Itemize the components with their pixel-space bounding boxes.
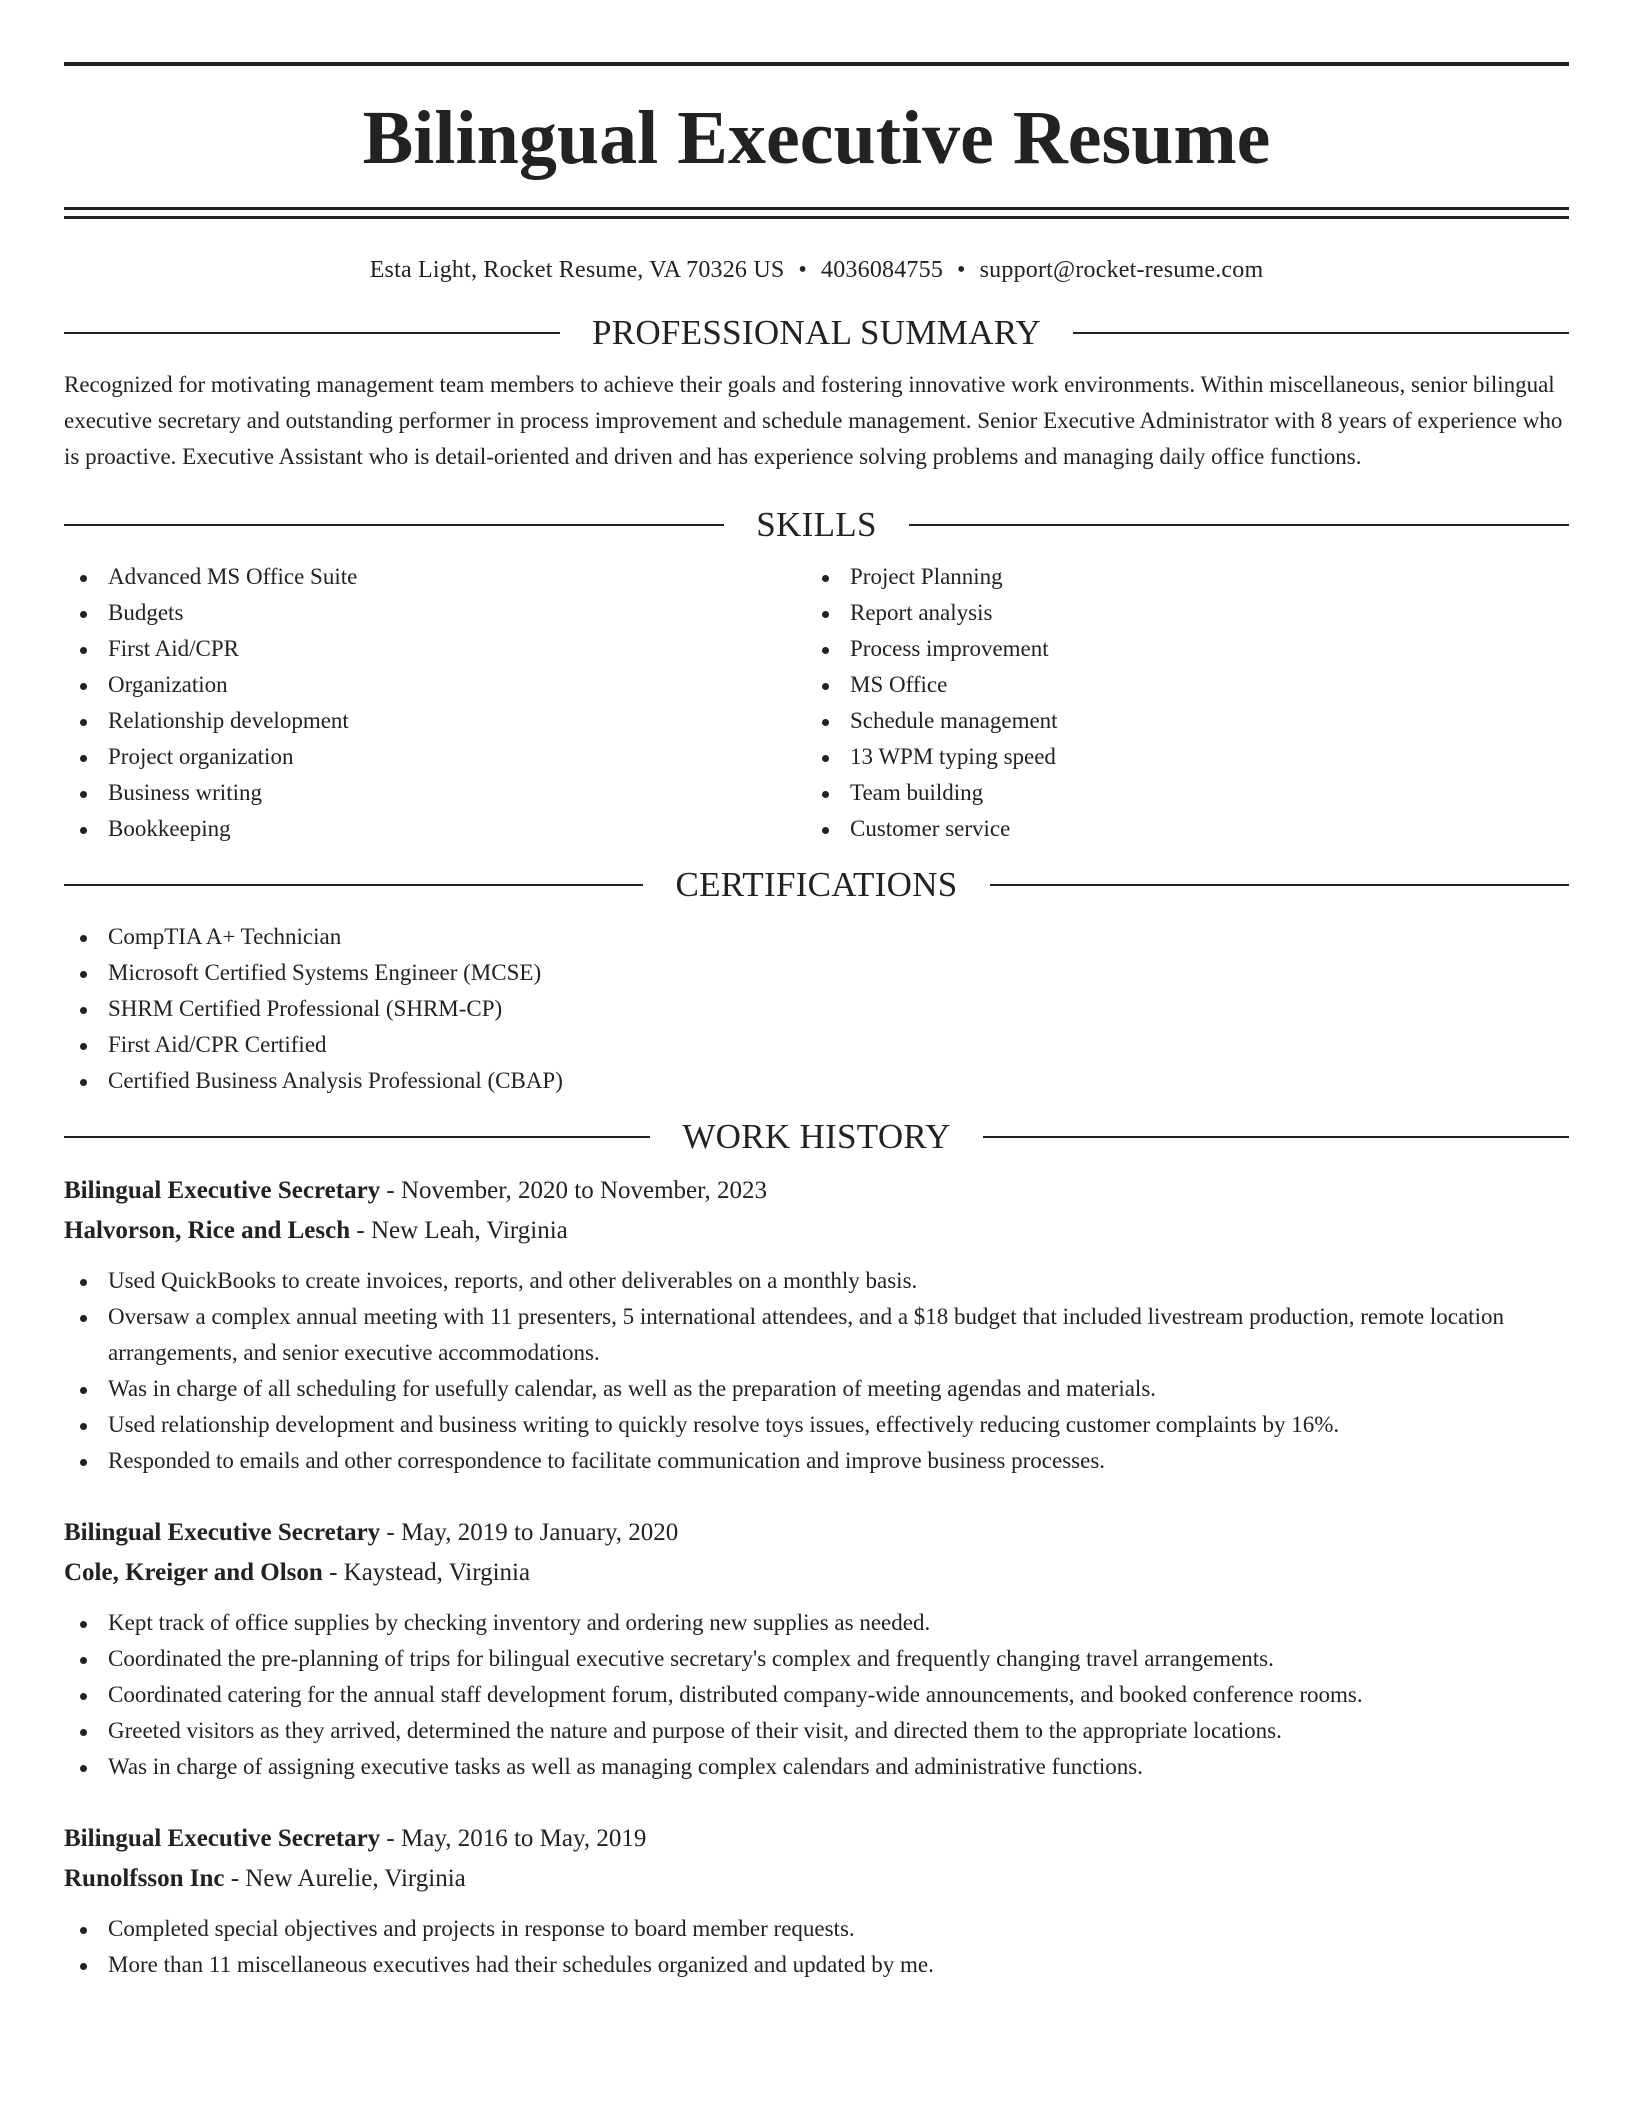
job-bullet: Responded to emails and other correspondence to facilitate communication and improve business processes.: [64, 1443, 1569, 1479]
section-rule-right: [990, 884, 1569, 886]
job-dates: - November, 2020 to November, 2023: [380, 1177, 767, 1204]
summary-text: Recognized for motivating management team members to achieve their goals and fostering innovative work environments. Within miscellaneous, senior bilingual executive secretary and outstanding performer in process improvement and schedule management. Senior Executive Administrator with 8 years of experience who is proactive. Executive Assistant who is detail-oriented and driven and has experience solving problems and managing daily office functions.: [64, 372, 1563, 469]
skill-item: Bookkeeping: [64, 811, 806, 847]
job-company: Halvorson, Rice and Lesch: [64, 1217, 351, 1244]
skill-item: 13 WPM typing speed: [806, 739, 1548, 775]
job-entry: [64, 1171, 1569, 1479]
skill-item: Relationship development: [64, 703, 806, 739]
section-rule-left: [64, 332, 560, 334]
section-title-certifications: CERTIFICATIONS: [675, 865, 958, 904]
skill-item: Team building: [806, 775, 1548, 811]
skill-item: Advanced MS Office Suite: [64, 559, 806, 595]
skill-item: Customer service: [806, 811, 1548, 847]
skill-item: Project Planning: [806, 559, 1548, 595]
job-bullets: [64, 1605, 1569, 1785]
job-dates: - May, 2016 to May, 2019: [380, 1825, 647, 1852]
skill-item: Project organization: [64, 739, 806, 775]
job-bullet: Was in charge of assigning executive tasks as well as managing complex calendars and administrative functions.: [64, 1749, 1569, 1785]
section-title-summary: PROFESSIONAL SUMMARY: [591, 313, 1042, 352]
job-title-line: [64, 1513, 1569, 1553]
section-rule-right: [983, 1136, 1569, 1138]
contact-line: [64, 255, 1569, 285]
section-header-summary: [64, 313, 1569, 353]
job-entry: [64, 1819, 1569, 1983]
section-rule-right: [1073, 332, 1569, 334]
job-bullet: Was in charge of all scheduling for usefully calendar, as well as the preparation of meeting agendas and materials.: [64, 1371, 1569, 1407]
job-bullets: [64, 1911, 1569, 1983]
job-bullet: Oversaw a complex annual meeting with 11 presenters, 5 international attendees, and a $18 budget that included livestream production, remote location arrangements, and senior executive accommodations.: [64, 1299, 1569, 1371]
contact-address: Esta Light, Rocket Resume, VA 70326 US: [369, 257, 785, 283]
job-entry: [64, 1513, 1569, 1785]
skills-column-left: [64, 559, 806, 847]
job-bullet: Completed special objectives and projects in response to board member requests.: [64, 1911, 1569, 1947]
contact-email: support@rocket-resume.com: [979, 257, 1264, 283]
skill-item: Schedule management: [806, 703, 1548, 739]
section-rule-left: [64, 884, 643, 886]
section-title-skills: SKILLS: [756, 505, 877, 544]
skill-item: MS Office: [806, 667, 1548, 703]
job-bullet: More than 11 miscellaneous executives had their schedules organized and updated by me.: [64, 1947, 1569, 1983]
resume-title: Bilingual Executive Resume: [362, 96, 1271, 180]
certification-item: CompTIA A+ Technician: [64, 919, 1569, 955]
section-title-work-history: WORK HISTORY: [682, 1117, 951, 1156]
job-company: Runolfsson Inc: [64, 1865, 225, 1892]
job-title: Bilingual Executive Secretary: [64, 1825, 381, 1852]
top-rule: [64, 62, 1569, 66]
job-location: - New Leah, Virginia: [350, 1217, 568, 1244]
contact-separator: •: [798, 257, 808, 283]
job-bullet: Used relationship development and business writing to quickly resolve toys issues, effectively reducing customer complaints by 16%.: [64, 1407, 1569, 1443]
section-rule-right: [909, 524, 1569, 526]
resume-page: [64, 62, 1569, 1983]
skill-item: Process improvement: [806, 631, 1548, 667]
job-title-line: [64, 1819, 1569, 1859]
contact-phone: 4036084755: [821, 257, 944, 283]
job-company-line: [64, 1211, 1569, 1251]
section-rule-left: [64, 524, 724, 526]
job-title-line: [64, 1171, 1569, 1211]
certification-item: Microsoft Certified Systems Engineer (MCSE): [64, 955, 1569, 991]
certification-item: SHRM Certified Professional (SHRM-CP): [64, 991, 1569, 1027]
section-header-work-history: [64, 1117, 1569, 1157]
certifications-list: [64, 919, 1569, 1099]
skill-item: Report analysis: [806, 595, 1548, 631]
skill-item: Business writing: [64, 775, 806, 811]
section-header-certifications: [64, 865, 1569, 905]
job-dates: - May, 2019 to January, 2020: [380, 1519, 679, 1546]
skill-item: First Aid/CPR: [64, 631, 806, 667]
job-company-line: [64, 1553, 1569, 1593]
skill-item: Organization: [64, 667, 806, 703]
contact-separator: •: [957, 257, 966, 283]
skill-item: Budgets: [64, 595, 806, 631]
job-bullet: Coordinated the pre-planning of trips for bilingual executive secretary's complex and frequently changing travel arrangements.: [64, 1641, 1569, 1677]
certification-item: Certified Business Analysis Professional (CBAP): [64, 1063, 1569, 1099]
job-bullet: Used QuickBooks to create invoices, reports, and other deliverables on a monthly basis.: [64, 1263, 1569, 1299]
section-rule-left: [64, 1136, 650, 1138]
job-bullet: Greeted visitors as they arrived, determined the nature and purpose of their visit, and directed them to the appropriate locations.: [64, 1713, 1569, 1749]
skills-list: [64, 559, 1569, 847]
certification-item: First Aid/CPR Certified: [64, 1027, 1569, 1063]
job-title: Bilingual Executive Secretary: [64, 1177, 381, 1204]
job-location: - Kaystead, Virginia: [322, 1559, 531, 1586]
job-bullets: [64, 1263, 1569, 1479]
job-bullet: Coordinated catering for the annual staff development forum, distributed company-wide announcements, and booked conference rooms.: [64, 1677, 1569, 1713]
job-company: Cole, Kreiger and Olson: [64, 1559, 323, 1586]
job-company-line: [64, 1859, 1569, 1899]
job-title: Bilingual Executive Secretary: [64, 1519, 381, 1546]
skills-column-right: [806, 559, 1548, 847]
section-header-skills: [64, 505, 1569, 545]
title-double-rule: [64, 207, 1569, 219]
job-location: - New Aurelie, Virginia: [224, 1865, 466, 1892]
job-bullet: Kept track of office supplies by checking inventory and ordering new supplies as needed.: [64, 1605, 1569, 1641]
